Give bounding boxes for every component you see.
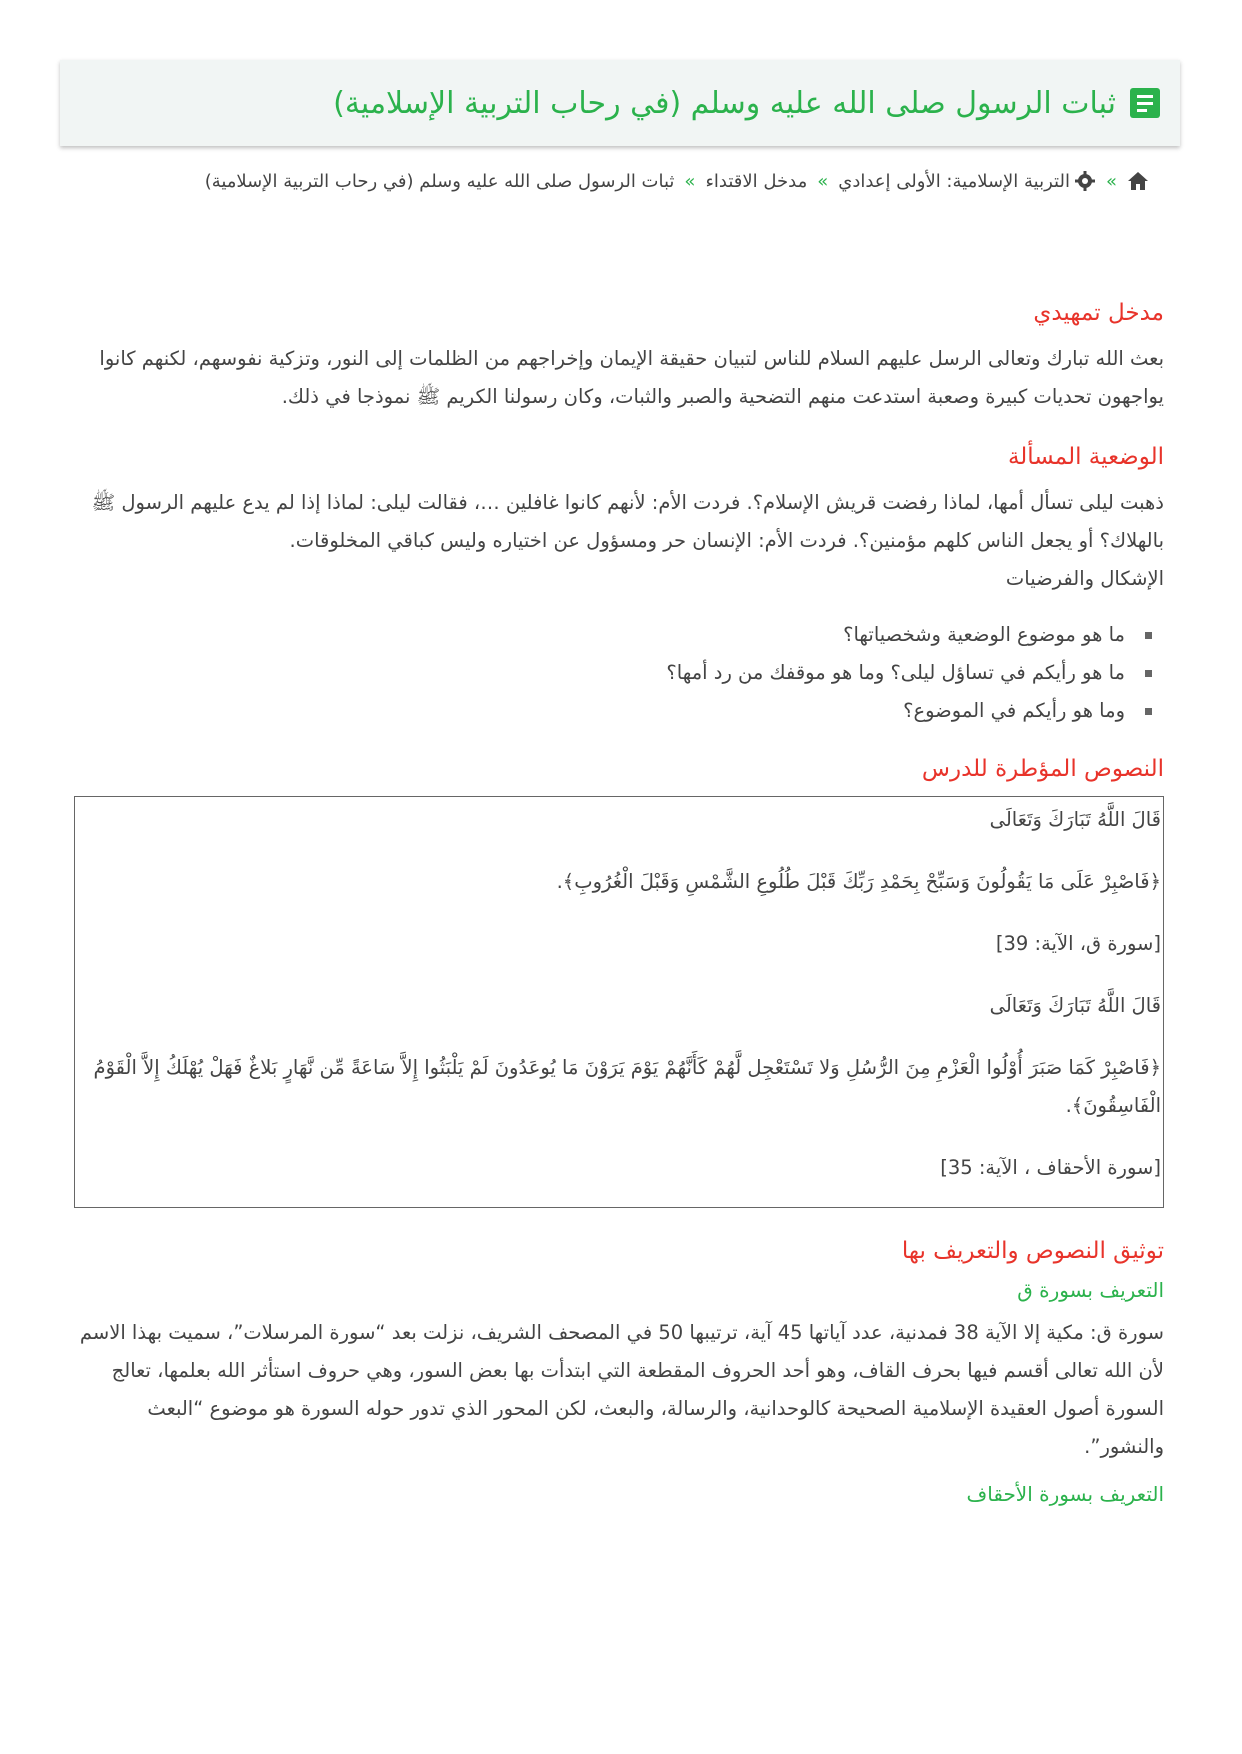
home-icon[interactable]: [1127, 171, 1149, 191]
problem-label: الإشكال والفرضيات: [1005, 567, 1164, 590]
list-item: ما هو موضوع الوضعية وشخصياتها؟: [74, 616, 1164, 654]
verse-intro: قَالَ اللَّهُ تَبَارَكَ وَتَعَالَى: [989, 994, 1161, 1017]
verse-intro: قَالَ اللَّهُ تَبَارَكَ وَتَعَالَى: [989, 808, 1161, 831]
qaf-heading: التعريف بسورة ق: [1017, 1278, 1164, 1302]
breadcrumb-item-current: ثبات الرسول صلى الله عليه وسلم (في رحاب التربية الإسلامية): [204, 170, 675, 192]
gear-icon: [1074, 170, 1096, 192]
bullet-icon: [1145, 632, 1152, 639]
quran-texts-box: [74, 796, 1164, 1208]
verse-reference: [سورة الأحقاف ، الآية: 35]: [940, 1156, 1161, 1179]
list-item: ما هو رأيكم في تساؤل ليلى؟ وما هو موقفك من رد أمها؟: [74, 654, 1164, 692]
breadcrumb-item-subject[interactable]: التربية الإسلامية: الأولى إعدادي: [838, 170, 1070, 192]
verse-text: ﴿فَاصْبِرْ عَلَى مَا يَقُولُونَ وَسَبِّحْ بِحَمْدِ رَبِّكَ قَبْلَ طُلُوعِ الشَّمْسِ وَقَبْلَ الْغُرُوبِ﴾.: [556, 870, 1161, 893]
breadcrumb-separator: »: [1105, 170, 1117, 192]
bullet-icon: [1145, 708, 1152, 715]
situation-text: ذهبت ليلى تسأل أمها، لماذا رفضت قريش الإسلام؟. فردت الأم: لأنهم كانوا غافلين …، فقالت ليلى: لماذا إذا لم يدع عليهم الرسول ﷺ بالهلاك؟ أو يجعل الناس كلهم مؤمنين؟. فردت الأم: الإنسان حر ومسؤول عن اختياره وليس كباقي المخلوقات.: [91, 491, 1164, 552]
breadcrumb-item-unit[interactable]: مدخل الاقتداء: [705, 170, 808, 192]
verse-text: ﴿فَاصْبِرْ كَمَا صَبَرَ أُوْلُوا الْعَزْمِ مِنَ الرُّسُلِ وَلا تَسْتَعْجِل لَّهُمْ كَأَنَّهُمْ يَوْمَ يَرَوْنَ مَا يُوعَدُونَ لَمْ يَلْبَثُوا إِلاَّ سَاعَةً مِّن نَّهَارٍ بَلاغٌ فَهَلْ يُهْلَكُ إِلاَّ الْقَوْمُ الْفَاسِقُونَ﴾.: [93, 1056, 1161, 1117]
verse-reference: [سورة ق، الآية: 39]: [995, 932, 1161, 955]
bullet-icon: [1145, 670, 1152, 677]
texts-heading: النصوص المؤطرة للدرس: [921, 756, 1164, 782]
intro-text: بعث الله تبارك وتعالى الرسل عليهم السلام للناس لتبيان حقيقة الإيمان وإخراجهم من الظلمات إلى النور، وتزكية نفوسهم، لكنهم كانوا يواجهون تحديات كبيرة وصعبة استدعت منهم التضحية والصبر والثبات، وكان رسولنا الكريم ﷺ نموذجا في ذلك.: [99, 347, 1164, 408]
page-title: ثبات الرسول صلى الله عليه وسلم (في رحاب التربية الإسلامية): [333, 85, 1116, 121]
questions-list: [74, 616, 1164, 730]
lesson-content: [74, 300, 1164, 1518]
ahqaf-heading: التعريف بسورة الأحقاف: [966, 1482, 1164, 1506]
documentation-heading: توثيق النصوص والتعريف بها: [901, 1238, 1164, 1264]
list-item: وما هو رأيكم في الموضوع؟: [74, 692, 1164, 730]
breadcrumb: [205, 170, 1149, 192]
breadcrumb-separator: »: [817, 170, 829, 192]
intro-heading: مدخل تمهيدي: [1033, 300, 1164, 326]
situation-heading: الوضعية المسألة: [1007, 444, 1164, 470]
title-bar: [60, 60, 1180, 146]
document-icon: [1130, 88, 1160, 118]
qaf-text: سورة ق: مكية إلا الآية 38 فمدنية، عدد آياتها 45 آية، ترتيبها 50 في المصحف الشريف، نزلت بعد “سورة المرسلات”، سميت بهذا الاسم لأن الله تعالى أقسم فيها بحرف القاف، وهو أحد الحروف المقطعة التي ابتدأت بها بعض السور، وهي حروف استأثر الله بعلمها، تعالج السورة أصول العقيدة الإسلامية الصحيحة كالوحدانية، والرسالة، والبعث، لكن المحور الذي تدور حوله السورة هو موضوع “البعث والنشور”.: [79, 1321, 1164, 1458]
breadcrumb-separator: »: [684, 170, 696, 192]
